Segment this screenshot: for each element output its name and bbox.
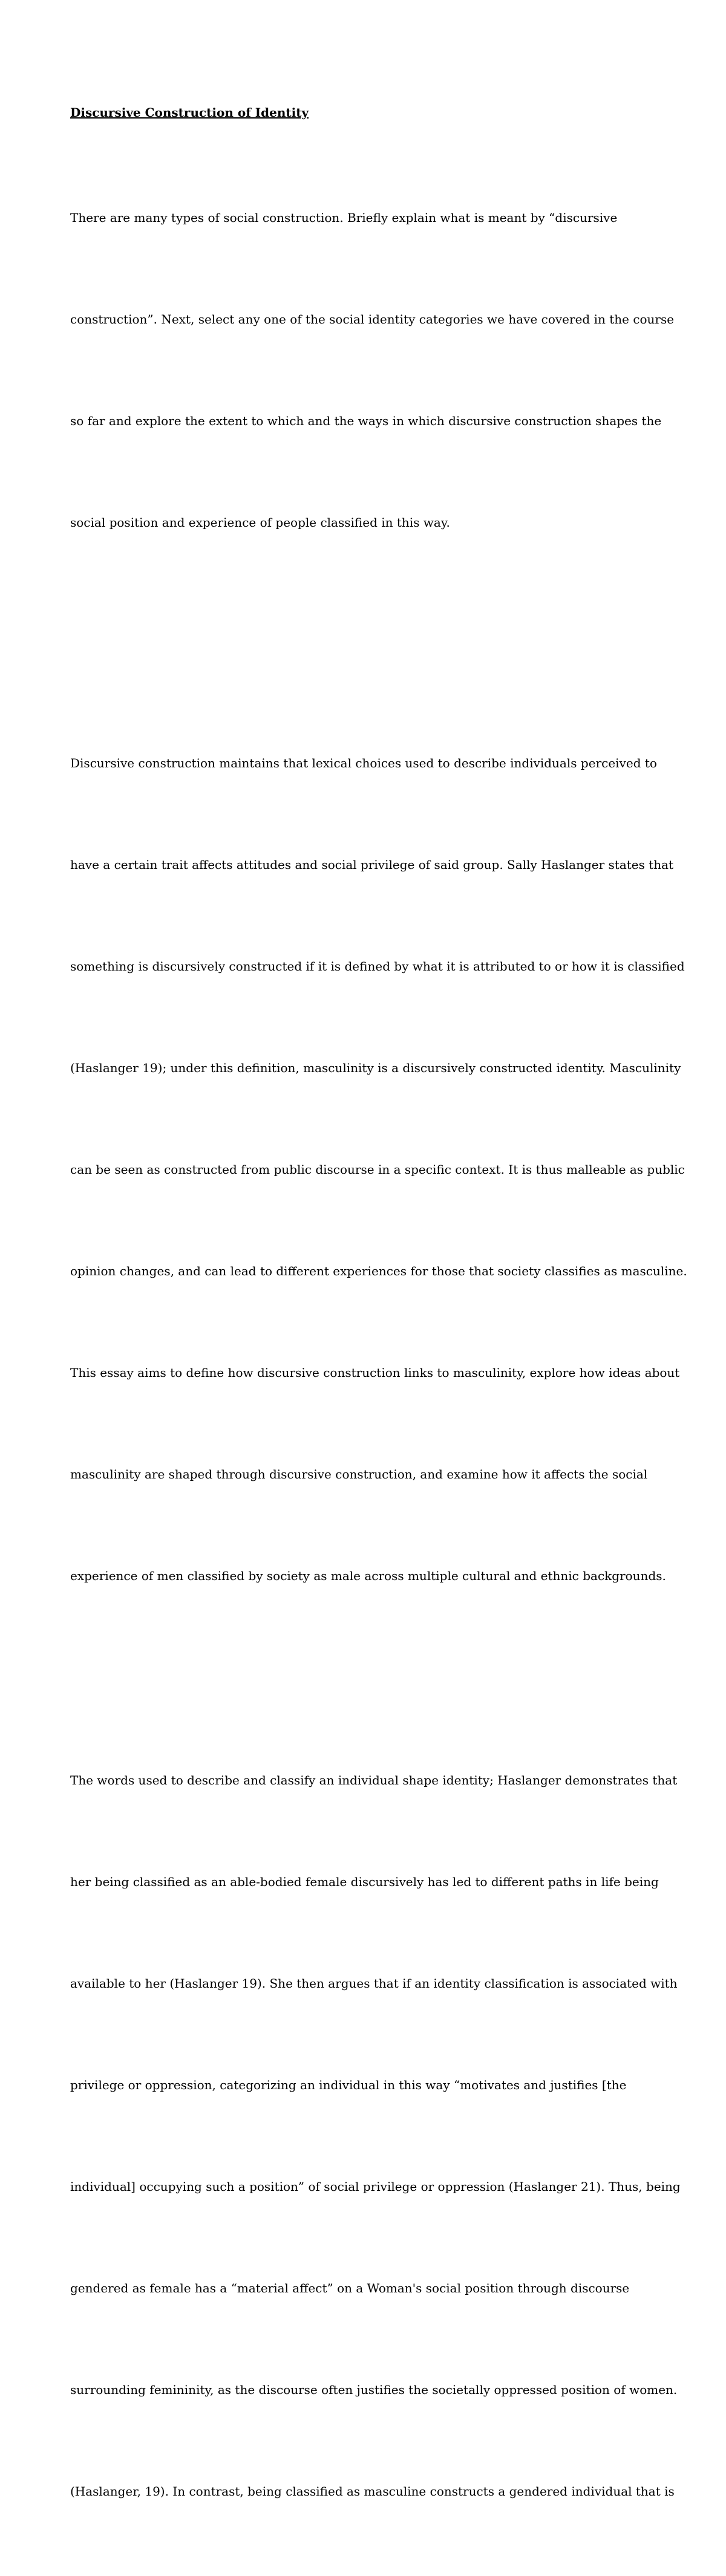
paragraph-line: masculinity are shaped through discursive construction, and examine how it affects the social	[70, 1467, 648, 1482]
paragraph-line: individual] occupying such a position” of social privilege or oppression (Haslanger 21). Thus, being	[70, 2179, 681, 2194]
paragraph-line: This essay aims to define how discursive construction links to masculinity, explore how ideas about	[70, 1365, 680, 1380]
document-body	[70, 103, 687, 2576]
paragraph-line: (Haslanger 19); under this definition, masculinity is a discursively constructed identity. Masculinity	[70, 1061, 681, 1075]
paragraph-line: surrounding femininity, as the discourse often justifies the societally oppressed position of women.	[70, 2382, 678, 2397]
paragraph-line: The words used to describe and classify an individual shape identity; Haslanger demonstrates that	[70, 1773, 678, 1787]
document-title: Discursive Construction of Identity	[70, 105, 309, 120]
prompt-line: construction”. Next, select any one of the social identity categories we have covered in the course	[70, 312, 675, 327]
paragraph-line: privilege or oppression, categorizing an individual in this way “motivates and justifies [the	[70, 2078, 627, 2092]
paragraph-line: (Haslanger, 19). In contrast, being classified as masculine constructs a gendered individual that is	[70, 2484, 675, 2499]
essay-prompt	[70, 133, 675, 607]
paragraph-line: something is discursively constructed if it is defined by what it is attributed to or how it is classified	[70, 959, 685, 974]
paragraph-line: available to her (Haslanger 19). She then argues that if an identity classification is associated with	[70, 1976, 678, 1991]
paragraph-introduction	[70, 678, 687, 1660]
paragraph-line: gendered as female has a “material affect” on a Woman's social position through discourse	[70, 2281, 630, 2295]
paragraph-line: Discursive construction maintains that lexical choices used to describe individuals perceived to	[70, 756, 657, 770]
paragraph-line: have a certain trait affects attitudes and social privilege of said group. Sally Haslanger states that	[70, 857, 674, 872]
paragraph-line: opinion changes, and can lead to different experiences for those that society classifies as masculine.	[70, 1264, 687, 1278]
prompt-line: social position and experience of people classified in this way.	[70, 515, 450, 530]
paragraph-body	[70, 1696, 681, 2576]
prompt-line: There are many types of social construction. Briefly explain what is meant by “discursive	[70, 210, 618, 225]
paragraph-line: her being classified as an able-bodied female discursively has led to different paths in life being	[70, 1875, 659, 1889]
paragraph-line: experience of men classified by society as male across multiple cultural and ethnic backgrounds.	[70, 1569, 666, 1583]
prompt-line: so far and explore the extent to which and the ways in which discursive construction shapes the	[70, 414, 662, 428]
paragraph-line: can be seen as constructed from public discourse in a specific context. It is thus malleable as public	[70, 1162, 685, 1177]
